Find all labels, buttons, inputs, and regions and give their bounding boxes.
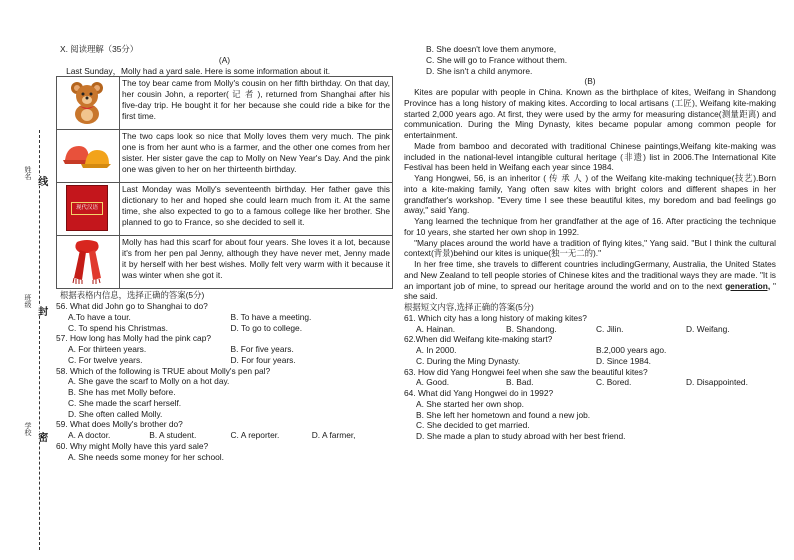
option-a[interactable]: A. In 2000. <box>416 345 457 355</box>
name-label: 姓名 <box>23 166 31 180</box>
option-a[interactable]: A. For thirteen years. <box>68 344 147 354</box>
question-60-continued <box>404 44 776 76</box>
option-b[interactable]: B. She has met Molly before. <box>68 387 176 397</box>
option-b[interactable]: B. To have a meeting. <box>230 311 312 322</box>
paragraph-text: " she said. <box>404 280 776 302</box>
option-c[interactable]: C. During the Ming Dynasty. <box>416 355 521 366</box>
option-d[interactable]: D. To go to college. <box>230 322 303 333</box>
option-d[interactable]: D. She isn't a child anymore. <box>426 65 533 76</box>
binding-dashed-line <box>39 130 40 550</box>
option-b[interactable]: B. She doesn't love them anymore, <box>426 44 557 54</box>
question-stem: 58. Which of the following is TRUE about Molly's pen pal? <box>56 365 271 376</box>
passage-paragraph <box>404 259 776 302</box>
table-row <box>57 236 393 289</box>
table-row <box>57 183 393 236</box>
underlined-word: generation, <box>725 280 771 291</box>
option-c[interactable]: C. Bored. <box>596 377 632 388</box>
school-label: 学校 <box>23 422 31 436</box>
scarf-icon <box>59 238 115 284</box>
item-description: Last Monday was Molly's seventeenth birthday. Her father gave this dictionary to her and hoped she could learn much from it. At the same time, she also expected to go to a famous college like her brother. She planned to go to France, so she decided to sell it. <box>120 183 393 236</box>
dictionary-icon <box>59 185 115 231</box>
question-stem: 64. What did Yang Hongwei do in 1992? <box>404 388 554 398</box>
option-d[interactable]: D. A farmer, <box>311 430 356 440</box>
question-stem: 57. How long has Molly had the pink cap? <box>56 333 212 344</box>
option-d[interactable]: D. Disappointed. <box>686 377 748 388</box>
question-63 <box>404 367 776 389</box>
part-a-intro: Last Sunday，Molly had a yard sale. Here is some information about it. <box>66 65 331 76</box>
option-d[interactable]: D. She made a plan to study abroad with her best friend. <box>416 431 626 441</box>
instruction-b: 根据短文内容,选择正确的答案(5分) <box>404 302 534 312</box>
question-stem: 63. How did Yang Hongwei feel when she saw the beautiful kites? <box>404 366 648 377</box>
question-59 <box>56 419 393 441</box>
question-56 <box>56 301 393 333</box>
part-a-label: (A) <box>218 54 231 65</box>
option-c[interactable]: C. For twelve years. <box>68 354 143 365</box>
question-57 <box>56 333 393 365</box>
option-b[interactable]: B. For five years. <box>230 344 294 354</box>
table-row <box>57 130 393 183</box>
question-stem: 61. Which city has a long history of making kites? <box>404 312 587 323</box>
option-c[interactable]: C. She made the scarf herself. <box>68 397 182 408</box>
question-stem: 60. Why might Molly have this yard sale? <box>56 440 209 451</box>
option-a[interactable]: A. She gave the scarf to Molly on a hot day. <box>68 376 230 387</box>
instruction-a: 根据表格内信息，选择正确的答案(5分) <box>60 290 205 301</box>
passage-paragraph: Made from bamboo and decorated with traditional Chinese paintings,Weifang kite-making was included in the national-level intangible cultural heritage (非遗) list in 2006.The International Kite Festival has been held in Weifang each year since 1984. <box>404 140 776 173</box>
question-60 <box>56 441 393 463</box>
option-b[interactable]: B. She left her hometown and found a new job. <box>416 409 591 420</box>
option-d[interactable]: D. For four years. <box>230 354 296 365</box>
seal-char-bottom: 密 <box>35 432 47 442</box>
question-64 <box>404 388 776 442</box>
option-b[interactable]: B. Shandong. <box>506 323 557 334</box>
option-a[interactable]: A. She needs some money for her school. <box>68 451 224 462</box>
question-stem: 62.When did Weifang kite-making start? <box>404 334 553 345</box>
yard-sale-table <box>56 76 393 289</box>
option-c[interactable]: C. She decided to get married. <box>416 420 530 431</box>
caps-icon <box>59 132 115 178</box>
option-a[interactable]: A. A doctor. <box>68 430 111 440</box>
question-61 <box>404 313 776 335</box>
question-62 <box>404 334 776 366</box>
option-c[interactable]: C. To spend his Christmas. <box>68 322 168 333</box>
seal-char-mid: 封 <box>35 306 47 316</box>
passage-paragraph: "Many places around the world have a tradition of flying kites," Yang said. "But I think the cultural context(背景)behind our kites is unique(独一无二的)." <box>404 237 776 259</box>
passage-paragraph: Kites are popular with people in China. Known as the birthplace of kites, Weifang in Shandong Province has a long history of making kites. According to local artisans (工匠), Weifang kite-making started 2,000 years ago. At first, they were used by the army for measuring distance(测量距离) and communication. During the Ming Dynasty, kites became popular among common people for entertainment. <box>404 87 776 140</box>
option-d[interactable]: D. Weifang. <box>686 323 730 334</box>
passage-paragraph: Yang learned the technique from her grandfather at the age of 16. After practicing the technique for 10 years, she started her own shop in 1992. <box>404 216 776 237</box>
left-column <box>56 44 393 462</box>
item-description: The toy bear came from Molly's cousin on her fifth birthday. On that day, her cousin John, a reporter( 记 者 ), returned from Shanghai after his five-day trip. He bought it for her because she could ride a bike for the first time. <box>120 77 393 130</box>
item-description: The two caps look so nice that Molly loves them very much. The pink one is from her aunt who is a farmer, and the other one comes from her sister. Her sister gave the cap to Molly on New Year's Day. And the pink one was given to her on her thirteenth birthday. <box>120 130 393 183</box>
right-column <box>404 44 776 442</box>
option-a[interactable]: A. Good. <box>416 377 450 388</box>
option-c[interactable]: C. Jilin. <box>596 323 624 334</box>
question-stem: 59. What does Molly's brother do? <box>56 419 183 430</box>
option-b[interactable]: B. Bad. <box>506 377 534 388</box>
question-stem: 56. What did John go to Shanghai to do? <box>56 301 208 311</box>
teddy-bear-icon <box>59 79 115 125</box>
table-row <box>57 77 393 130</box>
option-c[interactable]: C. She will go to France without them. <box>426 54 568 65</box>
class-label: 班级 <box>23 294 31 308</box>
option-c[interactable]: C. A reporter. <box>230 430 280 440</box>
option-a[interactable]: A. She started her own shop. <box>416 398 525 409</box>
option-a[interactable]: A.To have a tour. <box>68 311 131 322</box>
paragraph-text: In her free time, she travels to different countries includingGermany, Australia, the United States and New Zealand to tell people stories of Chinese kites and the traditional ways they are made. "It is an important job of mine, to spread our heritage around the world and on to the next <box>404 259 776 291</box>
part-b-label: (B) <box>584 76 596 87</box>
section-heading: X. 阅读理解（35分） <box>60 44 139 54</box>
item-description: Molly has had this scarf for about four years. She loves it a lot, because it's from her pen pal Jenny, although they have never met, Jenny made it by herself with her best wishes. Molly felt very warm with it because it was winter when she got it. <box>120 236 393 289</box>
option-b[interactable]: B.2,000 years ago. <box>596 345 667 355</box>
seal-char-top: 线 <box>35 176 47 186</box>
passage-paragraph: Yang Hongwei, 56, is an inheritor ( 传 承 人 ) of the Weifang kite-making technique(技艺).Born into a kite-making family, Yang often saw kites with bright colors and different shapes in her grandfather's workshop. "Every time I see these beautiful kites, my boredom and bad feelings go away," said Yang. <box>404 173 776 216</box>
option-b[interactable]: B. A student. <box>149 430 197 440</box>
option-a[interactable]: A. Hainan. <box>416 323 456 334</box>
dictionary-title: 现代汉语 <box>71 202 103 215</box>
binding-margin <box>0 0 52 560</box>
option-d[interactable]: D. She often called Molly. <box>68 408 163 419</box>
option-d[interactable]: D. Since 1984. <box>596 355 651 366</box>
question-58 <box>56 366 393 420</box>
